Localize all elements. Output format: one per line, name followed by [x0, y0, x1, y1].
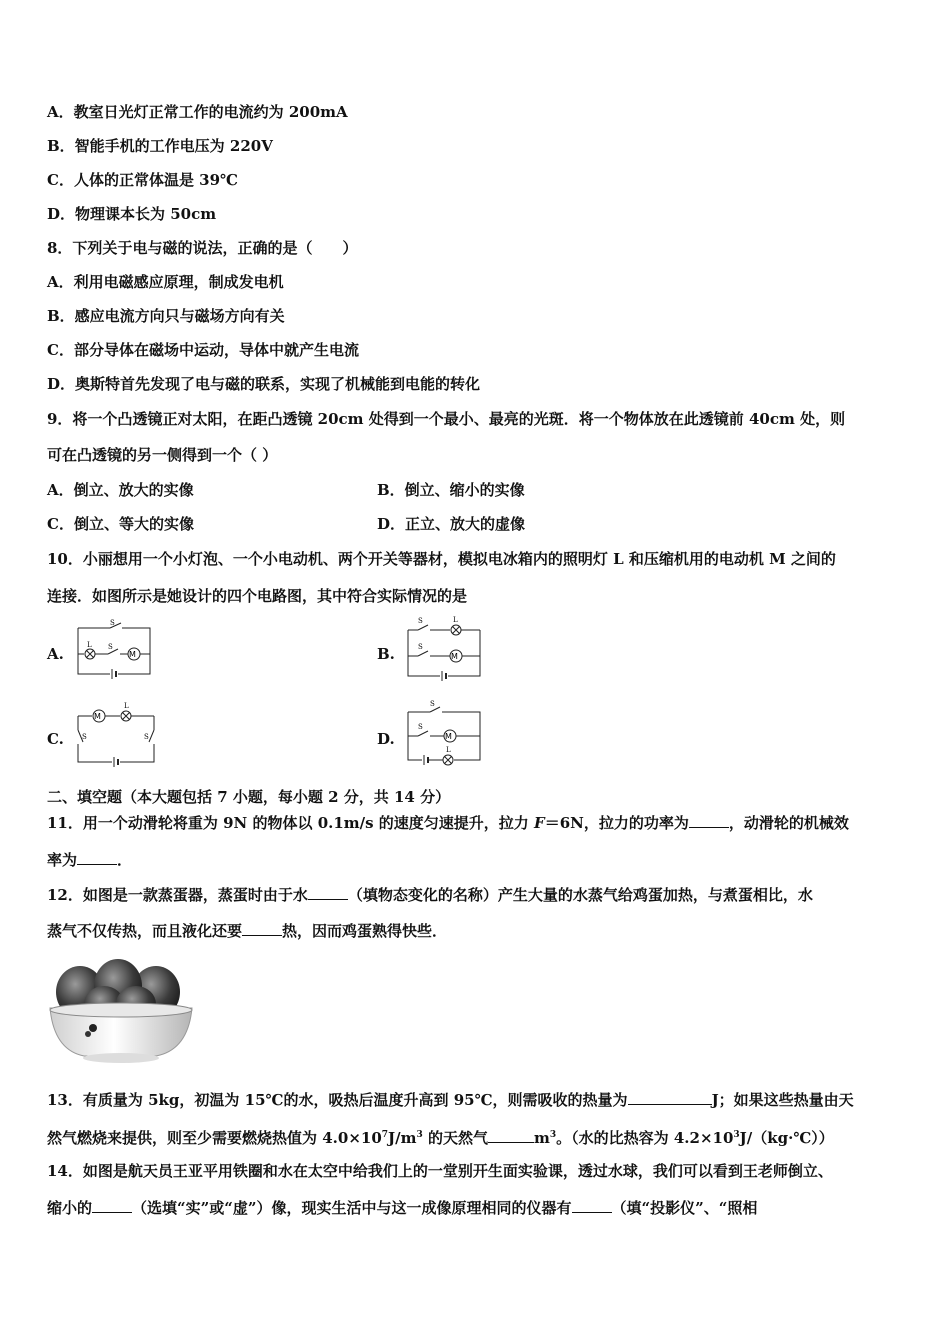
q13-text-1: 13．有质量为 5kg，初温为 15℃的水，吸热后温度升高到 95℃，则需吸收的热量为 — [47, 1091, 628, 1109]
circuit-c-s1: S — [82, 733, 87, 741]
q13-sup-1: 7 — [381, 1130, 389, 1140]
circuit-a-s1: S — [108, 643, 113, 651]
q11-text-5: ． — [117, 851, 133, 869]
q13-text-2: J；如果这些热量由天 — [711, 1091, 854, 1109]
q9-option-b: B．倒立、缩小的实像 — [377, 481, 525, 499]
q13-text-6: J/（kg·℃）） — [739, 1129, 834, 1147]
q10-stem-line1: 10．小丽想用一个小灯泡、一个小电动机、两个开关等器材，模拟电冰箱内的照明灯 L 和压缩机用的电动机 M 之间的 — [47, 550, 836, 568]
q11-line2 — [47, 849, 132, 870]
q11-blank-efficiency[interactable] — [77, 849, 117, 865]
q12-blank-heat[interactable] — [242, 920, 282, 936]
q11-blank-power[interactable] — [689, 812, 729, 828]
q14-text-3: （选填“实”或“虚”）像，现实生活中与这一成像原理相同的仪器有 — [132, 1199, 572, 1217]
circuit-b-s1: S — [418, 617, 423, 625]
q12-blank-phase-change[interactable] — [308, 884, 348, 900]
q11-line1 — [47, 812, 849, 833]
q13-text-5: 。（水的比热容为 4.2×10 — [556, 1129, 734, 1147]
q13-sup-2: 3 — [416, 1130, 423, 1140]
q9-option-a: A．倒立、放大的实像 — [47, 481, 194, 499]
q12-text-4: 热，因而鸡蛋熟得快些． — [282, 922, 448, 940]
q12-line1 — [47, 884, 813, 905]
q7-option-b: B．智能手机的工作电压为 220V — [47, 137, 273, 155]
q12-text-3: 蒸气不仅传热，而且液化还要 — [47, 922, 243, 940]
circuit-diagram-c — [74, 700, 160, 772]
circuit-d-l: L — [446, 746, 451, 754]
q13-text-3c: 的天然气 — [422, 1129, 488, 1147]
circuit-c-label: C. — [47, 730, 64, 748]
q7-option-a: A．教室日光灯正常工作的电流约为 200mA — [47, 103, 348, 121]
q12-text-1: 12．如图是一款蒸蛋器，蒸蛋时由于水 — [47, 886, 308, 904]
q11-f: F — [534, 814, 545, 832]
q13-text-3b: J/m — [388, 1129, 417, 1147]
q8-option-c: C．部分导体在磁场中运动，导体中就产生电流 — [47, 341, 359, 359]
q9-option-d: D．正立、放大的虚像 — [377, 515, 526, 533]
circuit-diagram-a — [74, 618, 154, 684]
q11-text-1: 11．用一个动滑轮将重为 9N 的物体以 0.1m/s 的速度匀速提升，拉力 — [47, 814, 535, 832]
q13-sup-3: 3 — [549, 1130, 557, 1140]
q14-blank-image-type[interactable] — [92, 1197, 132, 1213]
q14-blank-instrument[interactable] — [572, 1197, 612, 1213]
circuit-b-m: M — [451, 652, 458, 661]
circuit-c-l: L — [124, 702, 129, 710]
circuit-d-s1: S — [430, 700, 435, 708]
q14-line2 — [47, 1197, 757, 1218]
q8-option-b: B．感应电流方向只与磁场方向有关 — [47, 307, 285, 325]
q7-option-d: D．物理课本长为 50cm — [47, 205, 217, 223]
circuit-diagram-b — [404, 614, 484, 686]
q8-stem: 8．下列关于电与磁的说法，正确的是（ ） — [47, 239, 358, 257]
q12-text-2: （填物态变化的名称）产生大量的水蒸气给鸡蛋加热，与煮蛋相比，水 — [347, 886, 813, 904]
q12-line2 — [47, 920, 447, 941]
q13-sup-4: 3 — [733, 1130, 740, 1140]
q8-option-a: A．利用电磁感应原理，制成发电机 — [47, 273, 284, 291]
q13-line2 — [47, 1125, 834, 1148]
q9-option-c: C．倒立、等大的实像 — [47, 515, 194, 533]
circuit-a-label: A. — [47, 645, 64, 663]
circuit-a-s2: S — [110, 619, 115, 627]
circuit-c-s2: S — [144, 733, 149, 741]
section2-heading: 二、填空题（本大题包括 7 小题，每小题 2 分，共 14 分） — [47, 788, 451, 806]
q7-option-c: C．人体的正常体温是 39℃ — [47, 171, 239, 189]
q14-text-4: （填“投影仪”、“照相 — [611, 1199, 758, 1217]
circuit-diagram-d — [404, 700, 484, 772]
q14-line1: 14．如图是航天员王亚平用铁圈和水在太空中给我们上的一堂别开生面实验课，透过水球，我们可以看到王老师倒立、 — [47, 1162, 833, 1180]
q11-text-4: 率为 — [47, 851, 78, 869]
q13-blank-heat[interactable] — [628, 1089, 712, 1105]
circuit-c-m: M — [94, 712, 101, 721]
q9-stem-line2: 可在凸透镜的另一侧得到一个（ ） — [47, 446, 278, 464]
circuit-a-l: L — [87, 641, 92, 649]
q14-text-2: 缩小的 — [47, 1199, 93, 1217]
egg-steamer-image — [44, 950, 198, 1066]
q8-option-d: D．奥斯特首先发现了电与磁的联系，实现了机械能到电能的转化 — [47, 375, 481, 393]
q9-stem-line1: 9．将一个凸透镜正对太阳，在距凸透镜 20cm 处得到一个最小、最亮的光斑．将一个物体放在此透镜前 40cm 处，则 — [47, 410, 846, 428]
q10-stem-line2: 连接．如图所示是她设计的四个电路图，其中符合实际情况的是 — [47, 587, 468, 605]
q13-text-3: 然气燃烧来提供，则至少需要燃烧热值为 4.0×10 — [47, 1129, 382, 1147]
q13-text-4: m — [533, 1129, 550, 1147]
q13-blank-volume[interactable] — [488, 1127, 534, 1143]
circuit-d-m: M — [445, 732, 452, 741]
circuit-b-label: B. — [377, 645, 395, 663]
q11-text-3: ，动滑轮的机械效 — [728, 814, 849, 832]
q11-text-2: ＝6N，拉力的功率为 — [544, 814, 689, 832]
circuit-d-s2: S — [418, 723, 423, 731]
circuit-b-l: L — [453, 616, 458, 624]
circuit-b-s2: S — [418, 643, 423, 651]
circuit-a-m: M — [129, 650, 136, 659]
circuit-d-label: D. — [377, 730, 395, 748]
q13-line1 — [47, 1089, 854, 1110]
